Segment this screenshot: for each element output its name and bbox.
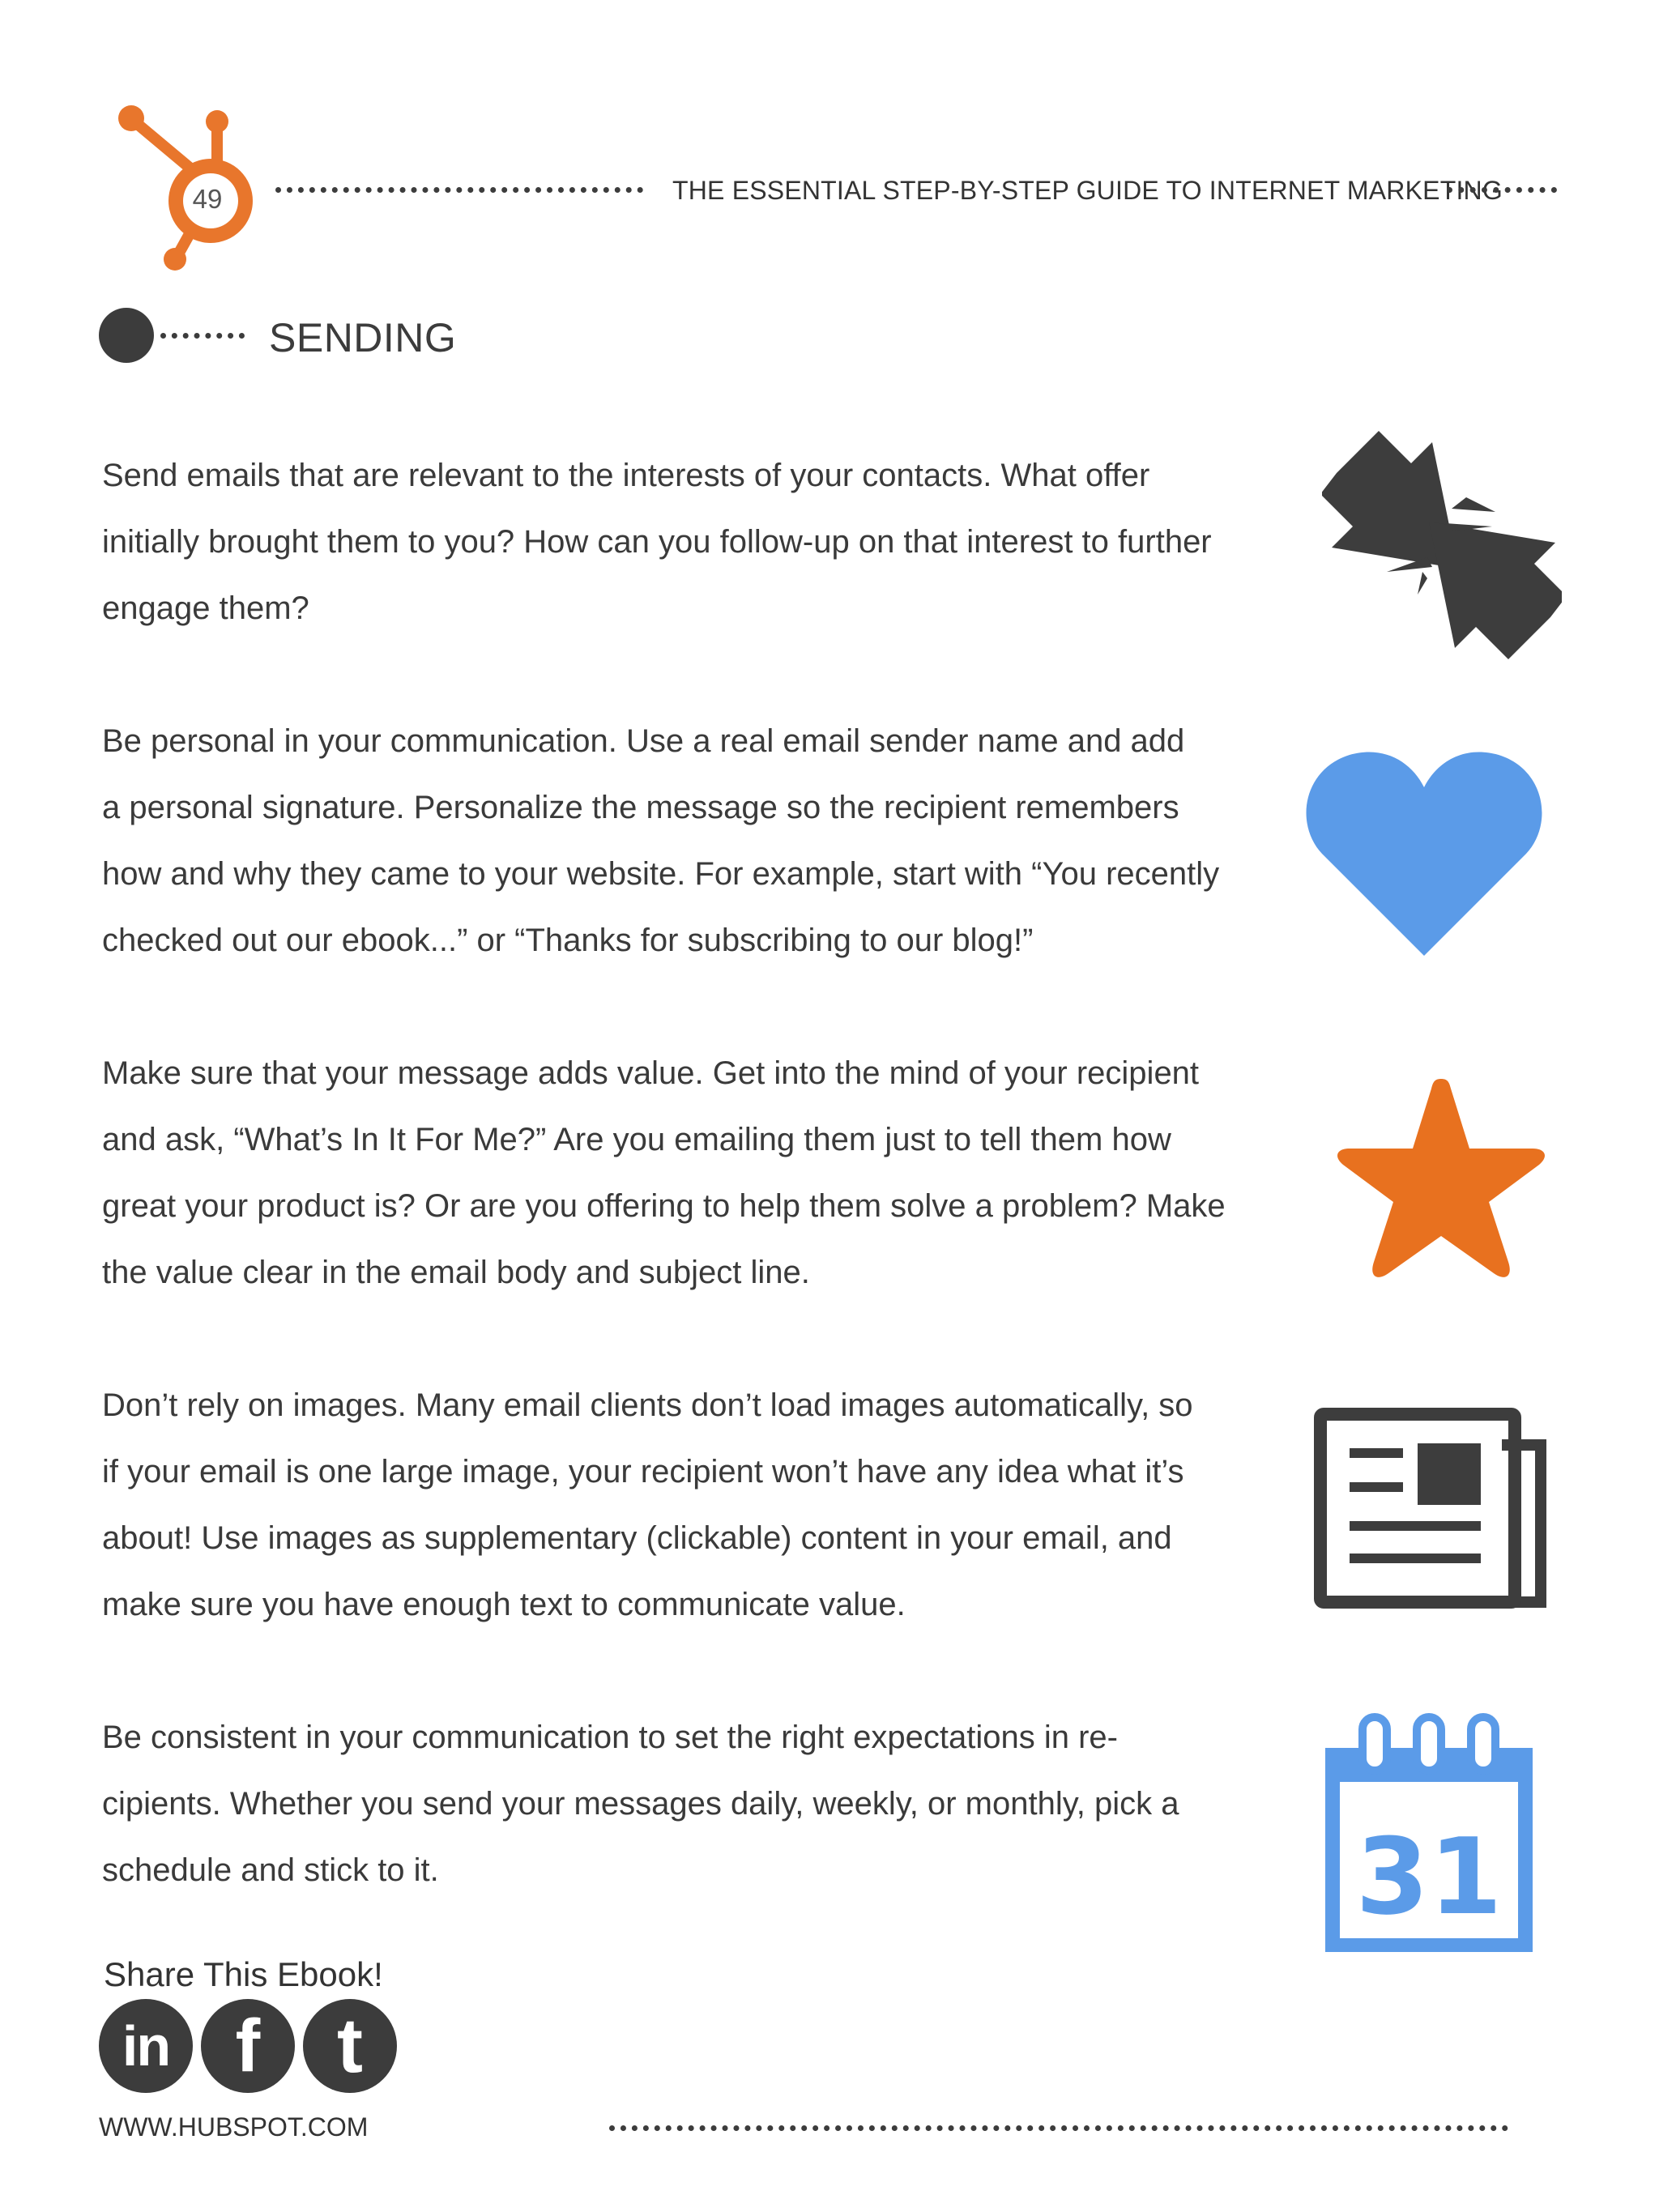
footer-divider [609,2125,1508,2131]
header-divider-left [275,187,643,193]
paragraph-personal: Be personal in your communication. Use a real email sender name and add a personal signature. Personalize the message so the recipient remembers how and why they came to your website. For example, start with “You recently checked out our ebook...” or “Thanks for subscribing to our blog!” [102,723,1220,958]
section-bullet [99,308,154,363]
paragraph-value: Make sure that your message adds value. Get into the mind of your recipient and ask, “What’s In It For Me?” Are you emailing them just to tell them how great your product is? Or are you offering to help them solve a problem? Make the value clear in the email body and subject line. [102,1055,1226,1290]
heart-icon [1306,747,1542,959]
linkedin-icon: in [122,2014,170,2078]
footer-url[interactable]: WWW.HUBSPOT.COM [99,2112,369,2142]
facebook-share-button[interactable] [201,1999,295,2093]
twitter-share-button[interactable] [303,1999,397,2093]
newspaper-icon [1314,1408,1549,1610]
facebook-icon: f [235,2004,261,2087]
header-divider-right [1447,187,1557,193]
twitter-icon: t [337,2002,363,2089]
header-title: THE ESSENTIAL STEP-BY-STEP GUIDE TO INTERNET MARKETING [672,176,1503,205]
star-icon [1327,1068,1555,1299]
linkedin-share-button[interactable] [99,1999,193,2093]
page-number: 49 [192,184,223,214]
section-title: SENDING [269,315,457,360]
hubspot-logo [104,96,274,282]
section-divider [160,333,245,339]
calendar-day: 31 [1355,1815,1503,1938]
share-label: Share This Ebook! [104,1955,383,1993]
calendar-icon [1325,1709,1533,1952]
paragraph-images: Don’t rely on images. Many email clients don’t load images automatically, so if your email is one large image, your recipient won’t have any idea what it’s about! Use images as supplementary (clickable) content in your email, and make sure you have enough text to communicate value. [102,1387,1193,1622]
paragraph-consistency: Be consistent in your communication to set the right expectations in re- cipients. Whether you send your messages daily, weekly, or monthly, pick a schedule and stick to it. [102,1720,1179,1888]
paragraph-relevance: Send emails that are relevant to the interests of your contacts. What offer initially brought them to you? How can you follow-up on that interest to further engage them? [102,458,1212,626]
arrows-converge-icon [1322,428,1562,663]
